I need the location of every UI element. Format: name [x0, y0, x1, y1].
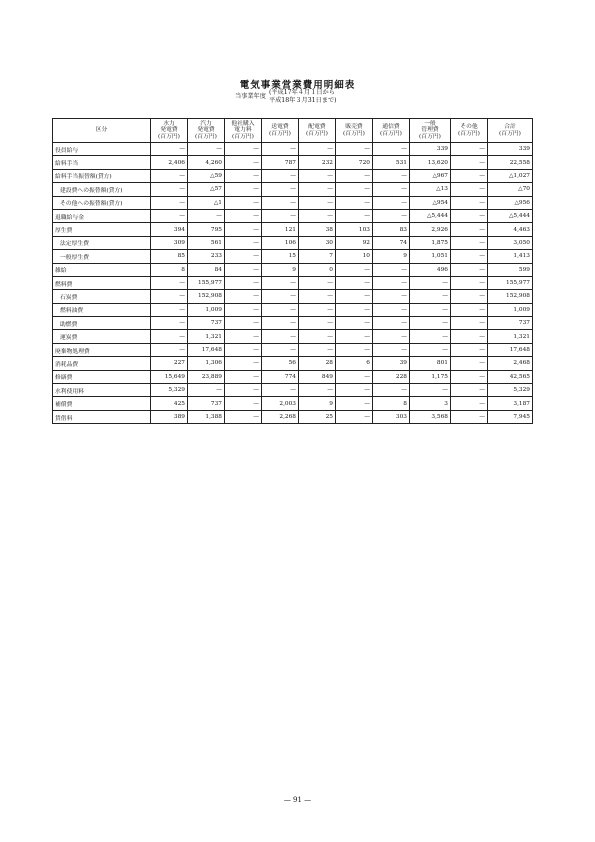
table-cell: 103: [336, 223, 373, 236]
table-cell: —: [262, 276, 299, 289]
table-cell: 389: [151, 410, 188, 423]
table-cell: 531: [373, 156, 410, 169]
table-cell: 232: [299, 156, 336, 169]
table-row: [53, 223, 533, 236]
table-cell: —: [336, 370, 373, 383]
table-cell: —: [188, 143, 225, 156]
table-row: [53, 183, 533, 196]
table-cell: —: [373, 330, 410, 343]
table-row: [53, 143, 533, 156]
document-title: 電気事業営業費用明細表: [239, 80, 356, 91]
table-cell: —: [336, 196, 373, 209]
table-cell: 8: [373, 397, 410, 410]
table-cell: △954: [410, 196, 451, 209]
table-cell: —: [451, 410, 488, 423]
table-cell: 17,648: [488, 343, 533, 356]
table-cell: 83: [373, 223, 410, 236]
table-body: [53, 143, 533, 424]
row-label: 雑給: [53, 263, 151, 276]
table-cell: —: [410, 330, 451, 343]
table-cell: —: [336, 397, 373, 410]
column-header-line: 送電費: [271, 124, 289, 131]
column-header-line: (百万円): [419, 133, 441, 140]
column-header-line: (百万円): [232, 133, 254, 140]
table-cell: 9: [262, 263, 299, 276]
column-header-line: 配電費: [308, 124, 326, 131]
table-cell: —: [262, 317, 299, 330]
period-to: 平成18年３月31日まで): [268, 97, 337, 104]
table-cell: 42,565: [488, 370, 533, 383]
table-cell: —: [151, 276, 188, 289]
column-header-line: 販売費: [345, 124, 363, 131]
table-cell: —: [451, 196, 488, 209]
column-header-line: (百万円): [158, 133, 180, 140]
table-cell: —: [451, 276, 488, 289]
table-cell: —: [336, 384, 373, 397]
column-header: [451, 119, 488, 143]
table-cell: —: [336, 317, 373, 330]
column-header-line: (百万円): [306, 130, 328, 137]
table-row: [53, 397, 533, 410]
table-row: [53, 276, 533, 289]
table-cell: △70: [488, 183, 533, 196]
column-header: [53, 119, 151, 143]
table-cell: —: [451, 263, 488, 276]
row-label: 水利使用料: [53, 384, 151, 397]
table-cell: 1,413: [488, 250, 533, 263]
table-cell: —: [373, 290, 410, 303]
table-cell: —: [151, 183, 188, 196]
table-cell: 9: [299, 397, 336, 410]
row-label: 修繕費: [53, 370, 151, 383]
table-header-row: [53, 119, 533, 143]
table-cell: —: [451, 370, 488, 383]
row-label: 燃料費: [53, 276, 151, 289]
table-cell: △1: [188, 196, 225, 209]
table-cell: —: [336, 330, 373, 343]
row-label: 補償費: [53, 397, 151, 410]
table-row: [53, 196, 533, 209]
table-cell: 599: [488, 263, 533, 276]
table-cell: —: [451, 290, 488, 303]
table-cell: —: [262, 384, 299, 397]
table-cell: 30: [299, 236, 336, 249]
table-cell: 38: [299, 223, 336, 236]
table-cell: —: [299, 303, 336, 316]
table-cell: —: [188, 209, 225, 222]
table-cell: —: [188, 384, 225, 397]
table-cell: —: [299, 343, 336, 356]
table-cell: 795: [188, 223, 225, 236]
table-cell: —: [373, 169, 410, 182]
column-header-line: 電力料: [234, 127, 252, 134]
table-cell: 737: [188, 317, 225, 330]
table-cell: 1,306: [188, 357, 225, 370]
table-cell: —: [373, 343, 410, 356]
column-header: [373, 119, 410, 143]
table-cell: —: [151, 169, 188, 182]
table-cell: 74: [373, 236, 410, 249]
table-cell: 425: [151, 397, 188, 410]
table-cell: —: [336, 169, 373, 182]
table-cell: —: [151, 196, 188, 209]
table-cell: —: [451, 397, 488, 410]
table-cell: —: [262, 183, 299, 196]
column-header-line: 通信費: [382, 124, 400, 131]
table-cell: 561: [188, 236, 225, 249]
table-cell: 309: [151, 236, 188, 249]
table-cell: —: [373, 317, 410, 330]
column-header-line: 発電費: [197, 127, 215, 134]
column-header-line: 管理費: [421, 127, 439, 134]
table-cell: 5,329: [151, 384, 188, 397]
column-header-line: その他: [460, 124, 478, 131]
table-cell: —: [451, 236, 488, 249]
table-cell: —: [373, 143, 410, 156]
table-cell: 10: [336, 250, 373, 263]
row-label: 給料手当: [53, 156, 151, 169]
column-header: [299, 119, 336, 143]
row-label: 石炭費: [53, 290, 151, 303]
table-cell: 7: [299, 250, 336, 263]
table-cell: —: [225, 236, 262, 249]
table-cell: —: [262, 209, 299, 222]
table-cell: 5,329: [488, 384, 533, 397]
table-cell: —: [299, 169, 336, 182]
table-cell: —: [336, 209, 373, 222]
column-header-line: (百万円): [269, 130, 291, 137]
table-cell: —: [262, 290, 299, 303]
table-cell: —: [262, 196, 299, 209]
table-cell: —: [225, 397, 262, 410]
table-cell: —: [225, 169, 262, 182]
table-cell: 227: [151, 357, 188, 370]
table-cell: △13: [410, 183, 451, 196]
table-cell: —: [225, 330, 262, 343]
table-cell: 737: [488, 317, 533, 330]
row-label: 一般厚生費: [53, 250, 151, 263]
column-header-line: (百万円): [195, 133, 217, 140]
table-cell: 92: [336, 236, 373, 249]
table-cell: 3,187: [488, 397, 533, 410]
column-header: [336, 119, 373, 143]
table-cell: —: [410, 317, 451, 330]
table-cell: —: [451, 384, 488, 397]
table-row: [53, 410, 533, 423]
table-row: [53, 317, 533, 330]
period-label: 当事業年度: [235, 93, 266, 100]
table-cell: —: [451, 223, 488, 236]
table-cell: —: [225, 343, 262, 356]
table-cell: —: [299, 317, 336, 330]
table-cell: —: [299, 276, 336, 289]
period-from: (平成17年４月１日から: [268, 89, 335, 96]
table-cell: 339: [410, 143, 451, 156]
row-label: 厚生費: [53, 223, 151, 236]
table-cell: 1,009: [488, 303, 533, 316]
table-cell: —: [225, 384, 262, 397]
table-cell: △956: [488, 196, 533, 209]
table-cell: —: [225, 317, 262, 330]
table-row: [53, 209, 533, 222]
table-cell: —: [410, 343, 451, 356]
table-cell: —: [262, 330, 299, 343]
table-cell: 1,321: [188, 330, 225, 343]
table-cell: —: [225, 290, 262, 303]
table-cell: 6: [336, 357, 373, 370]
table-cell: 9: [373, 250, 410, 263]
table-row: [53, 384, 533, 397]
table-cell: —: [299, 290, 336, 303]
table-cell: —: [299, 384, 336, 397]
table-cell: —: [336, 276, 373, 289]
table-cell: —: [225, 276, 262, 289]
table-cell: △5,444: [488, 209, 533, 222]
column-header: [188, 119, 225, 143]
table-cell: △967: [410, 169, 451, 182]
table-cell: —: [225, 223, 262, 236]
table-cell: 3,568: [410, 410, 451, 423]
table-cell: —: [225, 410, 262, 423]
table-cell: 801: [410, 357, 451, 370]
table-cell: 4,260: [188, 156, 225, 169]
table-cell: 2,268: [262, 410, 299, 423]
table-cell: —: [299, 196, 336, 209]
table-cell: 774: [262, 370, 299, 383]
table-cell: 1,175: [410, 370, 451, 383]
table-cell: △57: [188, 183, 225, 196]
table-cell: 1,009: [188, 303, 225, 316]
column-header-line: 一般: [424, 120, 436, 127]
table-cell: 1,051: [410, 250, 451, 263]
table-cell: —: [299, 209, 336, 222]
table-cell: —: [410, 276, 451, 289]
table-cell: —: [451, 303, 488, 316]
table-cell: —: [151, 290, 188, 303]
table-cell: —: [373, 183, 410, 196]
table-cell: △5,444: [410, 209, 451, 222]
table-cell: —: [151, 343, 188, 356]
table-cell: —: [373, 263, 410, 276]
table-cell: —: [262, 143, 299, 156]
fiscal-period: [235, 89, 337, 105]
table-cell: 106: [262, 236, 299, 249]
row-label: 燃料油費: [53, 303, 151, 316]
table-cell: —: [225, 263, 262, 276]
table-cell: 155,977: [188, 276, 225, 289]
table-cell: —: [451, 169, 488, 182]
table-row: [53, 357, 533, 370]
table-cell: △1,027: [488, 169, 533, 182]
row-label: 退職給与金: [53, 209, 151, 222]
table-cell: 2,468: [488, 357, 533, 370]
table-cell: 737: [188, 397, 225, 410]
table-cell: —: [225, 250, 262, 263]
table-row: [53, 370, 533, 383]
table-cell: —: [225, 357, 262, 370]
table-cell: 1,321: [488, 330, 533, 343]
table-cell: 2,406: [151, 156, 188, 169]
table-cell: —: [225, 183, 262, 196]
table-cell: —: [151, 317, 188, 330]
row-label: 法定厚生費: [53, 236, 151, 249]
table-cell: 339: [488, 143, 533, 156]
table-cell: 22,558: [488, 156, 533, 169]
table-cell: 15: [262, 250, 299, 263]
table-cell: —: [225, 196, 262, 209]
table-cell: —: [262, 343, 299, 356]
table-cell: 4,463: [488, 223, 533, 236]
column-header-line: 汽力: [200, 120, 212, 127]
table-cell: 17,648: [188, 343, 225, 356]
column-header-line: 合計: [504, 124, 516, 131]
table-cell: —: [225, 209, 262, 222]
table-cell: 84: [188, 263, 225, 276]
table-cell: —: [451, 330, 488, 343]
table-cell: 23,889: [188, 370, 225, 383]
table-cell: —: [225, 143, 262, 156]
column-header-line: (百万円): [343, 130, 365, 137]
table-cell: 2,003: [262, 397, 299, 410]
table-cell: —: [151, 143, 188, 156]
column-header: [410, 119, 451, 143]
table-cell: —: [262, 303, 299, 316]
table-cell: —: [151, 330, 188, 343]
row-label: 建設費への振替額(貸方): [53, 183, 151, 196]
column-header: [225, 119, 262, 143]
table-cell: —: [451, 143, 488, 156]
table-row: [53, 169, 533, 182]
row-label: 賃借料: [53, 410, 151, 423]
table-cell: 56: [262, 357, 299, 370]
column-header-line: (百万円): [380, 130, 402, 137]
expense-detail-table: [52, 118, 533, 424]
table-cell: —: [225, 156, 262, 169]
table-cell: 228: [373, 370, 410, 383]
table-cell: 121: [262, 223, 299, 236]
table-cell: —: [336, 183, 373, 196]
table-cell: 28: [299, 357, 336, 370]
table-cell: —: [451, 343, 488, 356]
row-label: 運炭費: [53, 330, 151, 343]
column-header-line: 区分: [95, 127, 108, 134]
table-cell: —: [336, 343, 373, 356]
table-cell: —: [410, 290, 451, 303]
table-cell: —: [451, 156, 488, 169]
table-cell: 2,926: [410, 223, 451, 236]
table-cell: —: [299, 143, 336, 156]
table-cell: 1,875: [410, 236, 451, 249]
table-cell: —: [336, 290, 373, 303]
table-row: [53, 263, 533, 276]
column-header-line: 発電費: [160, 127, 178, 134]
table-cell: 720: [336, 156, 373, 169]
table-cell: —: [336, 263, 373, 276]
table-cell: 849: [299, 370, 336, 383]
table-cell: —: [225, 370, 262, 383]
table-row: [53, 156, 533, 169]
column-header-line: (百万円): [499, 130, 521, 137]
table-row: [53, 290, 533, 303]
table-cell: —: [373, 384, 410, 397]
table-cell: —: [373, 209, 410, 222]
column-header: [151, 119, 188, 143]
table-cell: 152,908: [188, 290, 225, 303]
table-cell: —: [151, 209, 188, 222]
table-cell: —: [262, 169, 299, 182]
table-cell: —: [451, 317, 488, 330]
table-cell: —: [336, 303, 373, 316]
column-header-line: 他社購入: [231, 120, 255, 127]
row-label: 消耗品費: [53, 357, 151, 370]
table-row: [53, 330, 533, 343]
table-cell: 496: [410, 263, 451, 276]
column-header: [488, 119, 533, 143]
row-label: 廃棄物処理費: [53, 343, 151, 356]
table-cell: —: [373, 196, 410, 209]
table-cell: —: [299, 183, 336, 196]
table-cell: —: [373, 303, 410, 316]
table-cell: 233: [188, 250, 225, 263]
table-cell: —: [373, 276, 410, 289]
table-cell: 15,649: [151, 370, 188, 383]
table-cell: 25: [299, 410, 336, 423]
column-header-line: (百万円): [458, 130, 480, 137]
table-cell: —: [410, 303, 451, 316]
row-label: その他への振替額(貸方): [53, 196, 151, 209]
table-cell: 8: [151, 263, 188, 276]
table-cell: —: [336, 410, 373, 423]
table-cell: —: [451, 357, 488, 370]
table-cell: 303: [373, 410, 410, 423]
table-cell: 394: [151, 223, 188, 236]
table-cell: 85: [151, 250, 188, 263]
table-row: [53, 303, 533, 316]
table-cell: 787: [262, 156, 299, 169]
table-cell: —: [151, 303, 188, 316]
table-cell: —: [410, 384, 451, 397]
page-number: — 91 —: [283, 796, 312, 804]
table-cell: —: [451, 250, 488, 263]
table-cell: 0: [299, 263, 336, 276]
table-cell: 152,908: [488, 290, 533, 303]
table-cell: —: [451, 209, 488, 222]
table-cell: 7,945: [488, 410, 533, 423]
row-label: 役員給与: [53, 143, 151, 156]
table-cell: —: [225, 303, 262, 316]
table-row: [53, 343, 533, 356]
row-label: 給料手当振替額(貸方): [53, 169, 151, 182]
table-cell: 13,620: [410, 156, 451, 169]
table-cell: —: [336, 143, 373, 156]
table-cell: 39: [373, 357, 410, 370]
table-row: [53, 250, 533, 263]
table-cell: 3: [410, 397, 451, 410]
table-cell: 155,977: [488, 276, 533, 289]
table-cell: 3,050: [488, 236, 533, 249]
column-header-line: 水力: [163, 120, 175, 127]
period-range: [269, 89, 337, 105]
table-cell: △59: [188, 169, 225, 182]
table-cell: 1,388: [188, 410, 225, 423]
table-row: [53, 236, 533, 249]
table-cell: —: [451, 183, 488, 196]
table-cell: —: [299, 330, 336, 343]
column-header: [262, 119, 299, 143]
row-label: 助燃費: [53, 317, 151, 330]
